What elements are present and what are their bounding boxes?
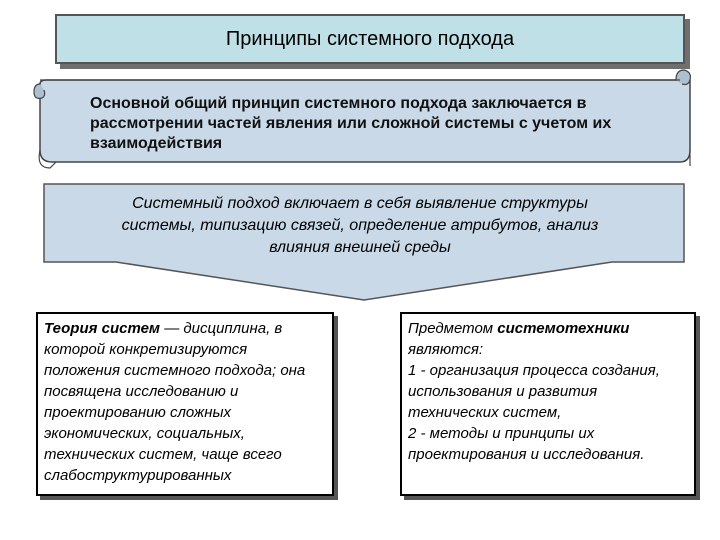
arrow-callout-text: Системный подход включает в себя выявление структуры системы, типизацию связей, определение атрибутов, анализ влияния внешней среды — [121, 195, 599, 256]
systems-engineering-term: системотехники — [497, 320, 630, 337]
systems-theory-text: — дисциплина, в которой конкретизируются положения системного подхода; она посвящена исследованию и проектированию сложных экономических, социальных, технических систем, чаще всего слабоструктурированных — [44, 320, 306, 484]
scroll-text: Основной общий принцип системного подхода заключается в рассмотрении частей явления или сложной системы с учетом их взаимодействия — [90, 95, 612, 152]
page-title: Принципы системного подхода — [225, 27, 515, 50]
systems-engineering-item-1: 1 - организация процесса создания, использования и развития технических систем, — [408, 362, 660, 421]
systems-theory-box — [36, 312, 334, 496]
systems-theory-term: Теория систем — [44, 320, 161, 337]
systems-engineering-item-2: 2 - методы и принципы их проектирования и исследования. — [408, 425, 645, 463]
systems-engineering-lead: Предметом — [408, 320, 498, 337]
systems-engineering-box — [400, 312, 696, 496]
systems-engineering-intro: являются: — [408, 341, 484, 358]
